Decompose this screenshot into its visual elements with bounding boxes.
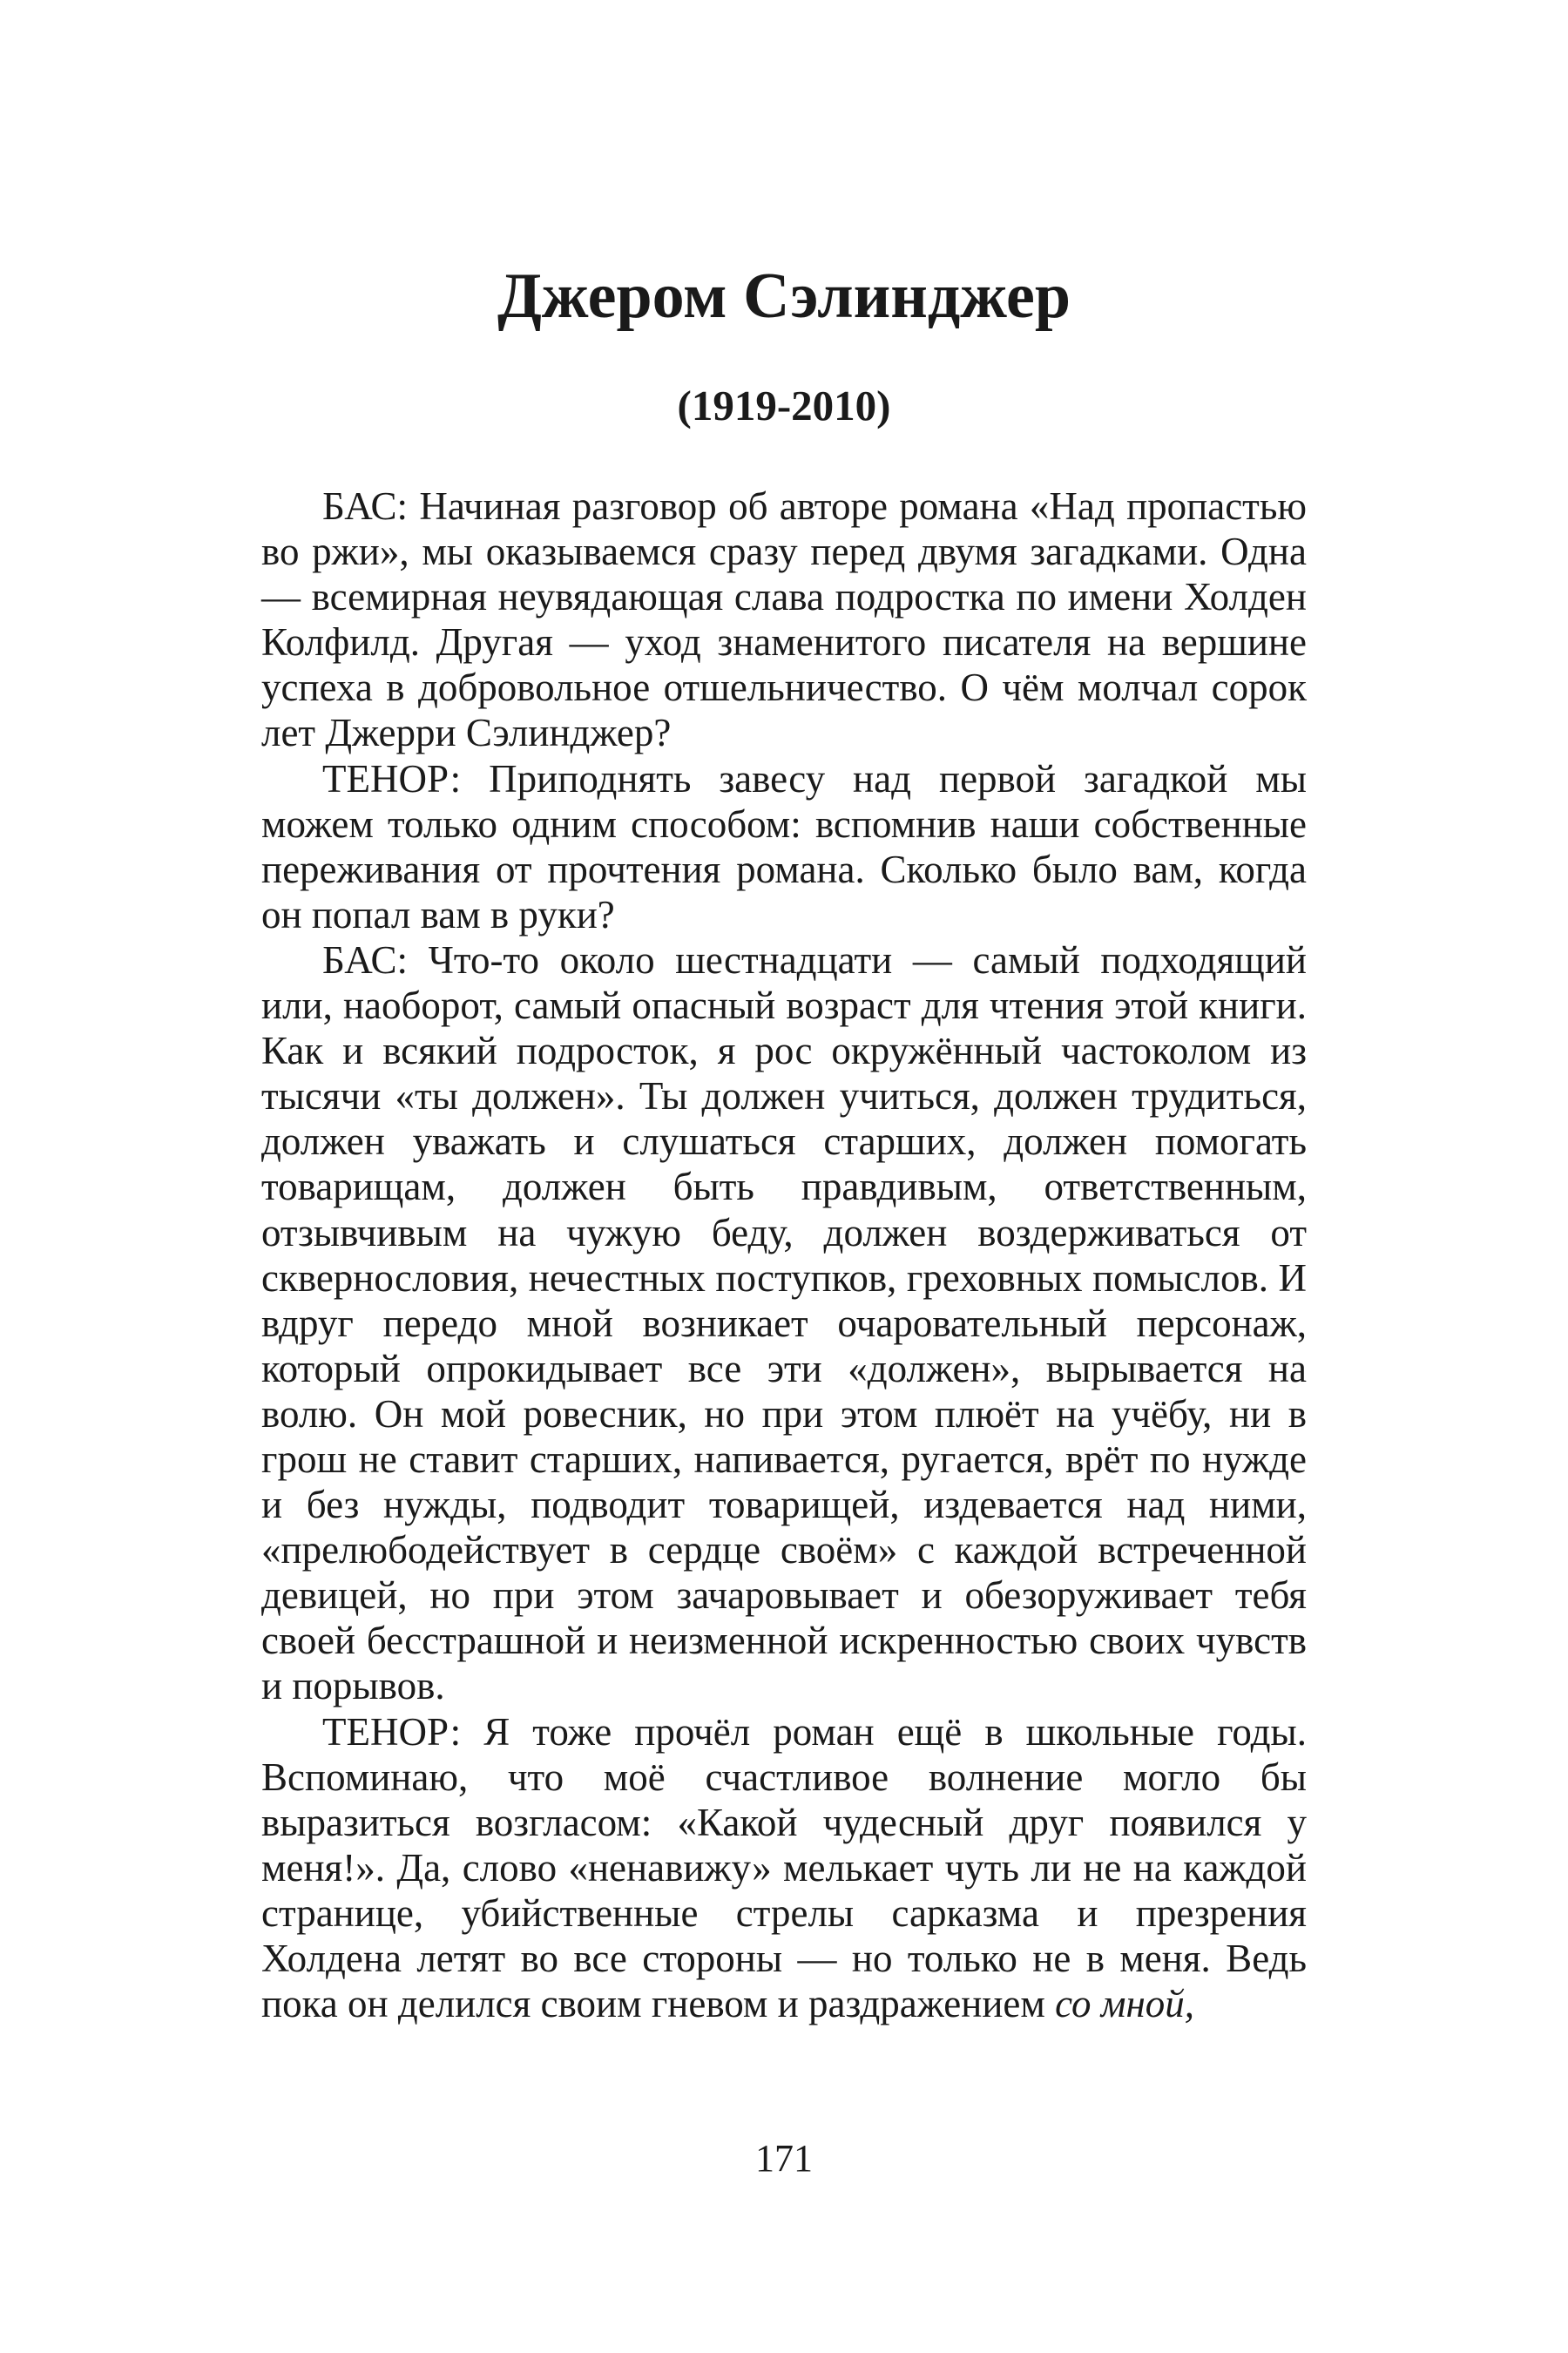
paragraph-4 xyxy=(261,1709,1307,2027)
page-number: 171 xyxy=(755,2137,813,2180)
body-text xyxy=(261,483,1307,2026)
author-years: (1919-2010) xyxy=(677,382,891,429)
paragraph-4-text: ТЕНОР: Я тоже прочёл роман ещё в школьные годы. Вспоминаю, что моё счастливое волнение могло бы выразиться возгласом: «Какой чудесный друг появился у меня!». Да, слово «ненавижу» мелькает чуть ли не на каждой странице, убийственные стрелы сарказма и презрения Холдена летят во все стороны — но только не в меня. Ведь пока он делился своим гневом и раздражением xyxy=(261,1709,1307,2026)
paragraph-2-text: ТЕНОР: Приподнять завесу над первой загадкой мы можем только одним способом: вспомнив наши собственные переживания от прочтения романа. Сколько было вам, когда он попал вам в руки? xyxy=(261,756,1307,936)
paragraph-4-italic-tail: со мной, xyxy=(1055,1982,1195,2026)
paragraph-2 xyxy=(261,756,1307,937)
paragraph-1 xyxy=(261,483,1307,756)
paragraph-3 xyxy=(261,937,1307,1709)
paragraph-1-text: БАС: Начиная разговор об авторе романа «Над пропастью во ржи», мы оказываемся сразу перед двумя загадками. Одна — всемирная неувядающая слава подростка по имени Холден Колфилд. Другая — уход знаменитого писателя на вершине успеха в добровольное отшельничество. О чём молчал сорок лет Джерри Сэлинджер? xyxy=(261,484,1307,755)
chapter-title: Джером Сэлинджер xyxy=(497,260,1071,332)
paragraph-3-text: БАС: Что-то около шестнадцати — самый подходящий или, наоборот, самый опасный возраст для чтения этой книги. Как и всякий подросток, я рос окружённый частоколом из тысячи «ты должен». Ты должен учиться, должен трудиться, должен уважать и слушаться старших, должен помогать товарищам, должен быть правдивым, ответственным, отзывчивым на чужую беду, должен воздерживаться от сквернословия, нечестных поступков, греховных помыслов. И вдруг передо мной возникает очаровательный персонаж, который опрокидывает все эти «должен», вырывается на волю. Он мой ровесник, но при этом плюёт на учёбу, ни в грош не ставит старших, напивается, ругается, врёт по нужде и без нужды, подводит товарищей, издевается над ними, «прелюбодействует в сердце своём» с каждой встреченной девицей, но при этом зачаровывает и обезоруживает тебя своей бесстрашной и неизменной искренностью своих чувств и порывов. xyxy=(261,937,1307,1708)
